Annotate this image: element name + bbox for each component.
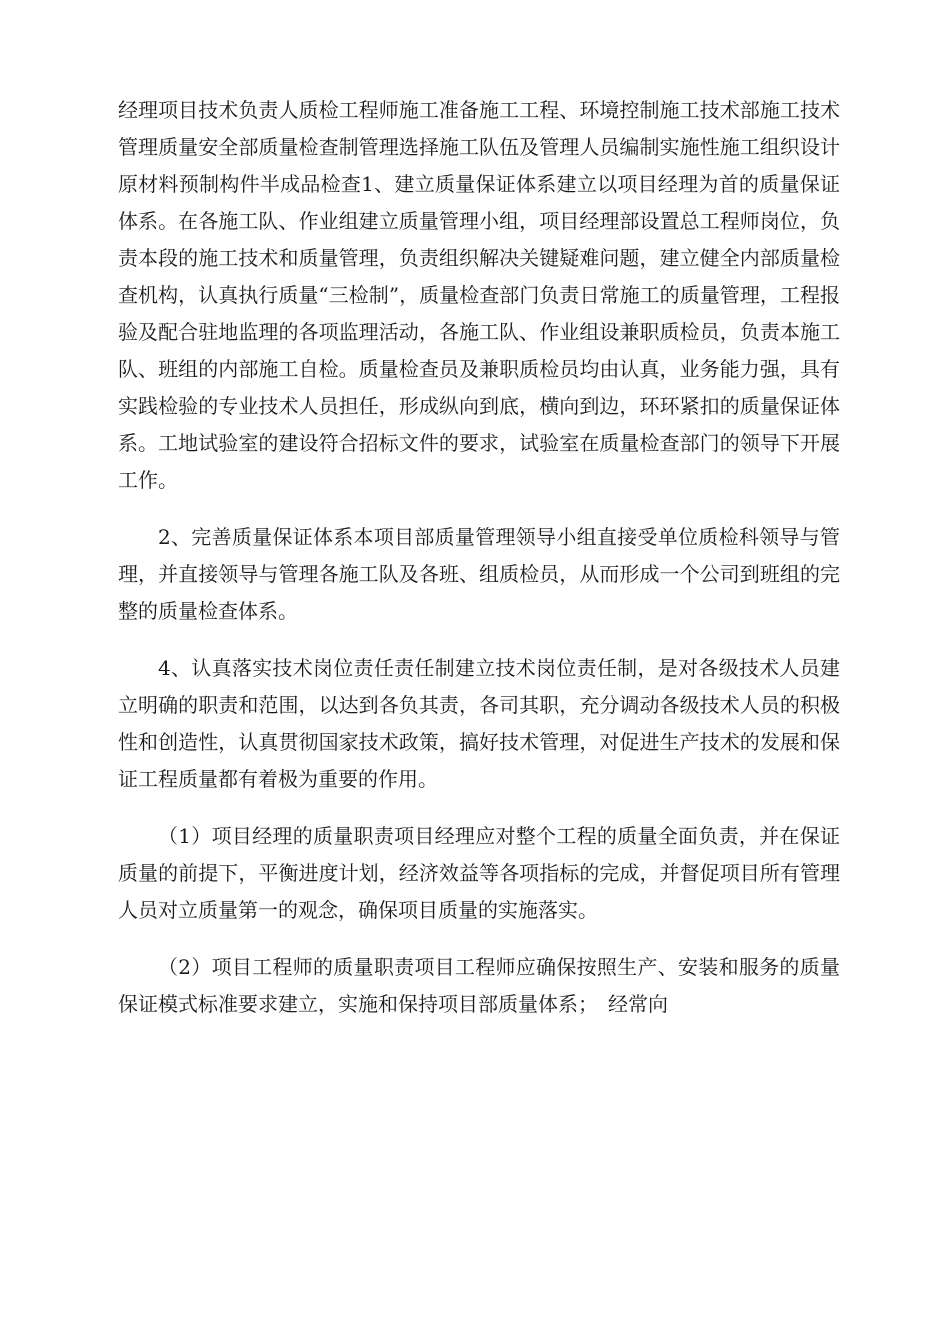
paragraph-project-manager: （1）项目经理的质量职责项目经理应对整个工程的质量全面负责，并在保证质量的前提下，平衡进度计划，经济效益等各项指标的完成，并督促项目所有管理人员对立质量第一的观念，确保项目质量的实施落实。 — [118, 824, 840, 922]
paragraph-improve-system: 2、完善质量保证体系本项目部质量管理领导小组直接受单位质检科领导与管理，并直接领导与管理各施工队及各班、组质检员，从而形成一个公司到班组的完整的质量检查体系。 — [118, 525, 840, 623]
paragraph-quality-system: 经理项目技术负责人质检工程师施工准备施工工程、环境控制施工技术部施工技术管理质量安全部质量检查制管理选择施工队伍及管理人员编制实施性施工组织设计原材料预制构件半成品检查1、建立质量保证体系建立以项目经理为首的质量保证体系。在各施工队、作业组建立质量管理小组，项目经理部设置总工程师岗位，负责本段的施工技术和质量管理，负责组织解决关键疑难问题，建立健全内部质量检查机构，认真执行质量“三检制”，质量检查部门负责日常施工的质量管理，工程报验及配合驻地监理的各项监理活动，各施工队、作业组设兼职质检员，负责本施工队、班组的内部施工自检。质量检查员及兼职质检员均由认真，业务能力强，具有实践检验的专业技术人员担任，形成纵向到底，横向到边，环环紧扣的质量保证体系。工地试验室的建设符合招标文件的要求，试验室在质量检查部门的领导下开展工作。 — [118, 98, 840, 492]
paragraph-responsibility: 4、认真落实技术岗位责任责任制建立技术岗位责任制，是对各级技术人员建立明确的职责和范围，以达到各负其责，各司其职，充分调动各级技术人员的积极性和创造性，认真贯彻国家技术政策，搞好技术管理，对促进生产技术的发展和保证工程质量都有着极为重要的作用。 — [118, 656, 840, 791]
paragraph-project-engineer: （2）项目工程师的质量职责项目工程师应确保按照生产、安装和服务的质量保证模式标准要求建立，实施和保持项目部质量体系； 经常向 — [118, 955, 840, 1016]
document-page — [118, 92, 840, 1023]
